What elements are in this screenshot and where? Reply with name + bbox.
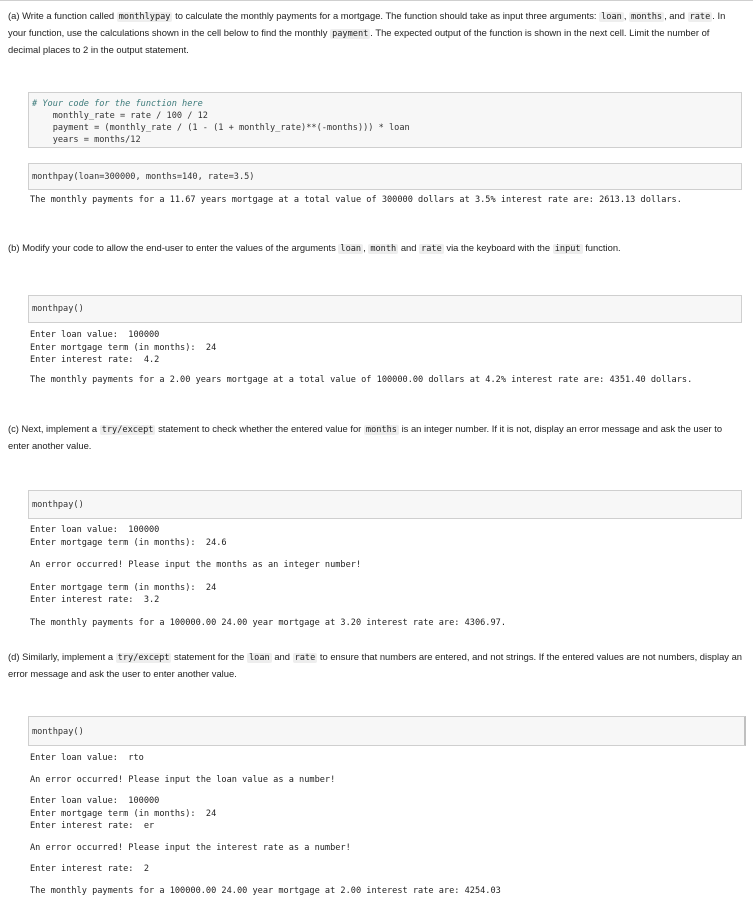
code-cell-function[interactable]: # Your code for the function here monthly_rate = rate / 100 / 12 payment = (monthly_rate / (1 - (1 + monthly_rate)**(-months))) * loan years = months/12 <box>28 92 742 148</box>
code-cell-call-1[interactable]: monthpay(loan=300000, months=140, rate=3.5) <box>28 163 742 190</box>
code-cell-call-3[interactable]: monthpay() <box>28 490 742 519</box>
code-cell-call-4[interactable]: monthpay() <box>28 716 746 746</box>
section-c-text: (c) Next, implement a try/except statement to check whether the entered value for months is an integer number. If it is not, display an error message and ask the user to enter another value. <box>8 423 723 451</box>
section-b-text: (b) Modify your code to allow the end-user to enter the values of the arguments loan , month and rate via the keyboard with the input function. <box>8 242 621 254</box>
section-a-text: (a) Write a function called monthlypay to calculate the monthly payments for a mortgage. The function should take as input three arguments: loan , months , and rate . In your function, use the calculations shown in the cell below to find the monthly payment . The expected output of the function is shown in the next cell. Limit the number of decimal places to 2 in the output statement. <box>8 10 726 55</box>
top-border <box>0 0 753 1</box>
section-d-text: (d) Similarly, implement a try/except statement for the loan and rate to ensure that numbers are entered, and not strings. If the entered values are not numbers, display an error message and ask the user to enter another value. <box>8 651 743 679</box>
code-cell-call-2[interactable]: monthpay() <box>28 295 742 323</box>
output-4: Enter loan value: rto An error occurred! Please input the loan value as a number! Enter loan value: 100000 Enter mortgage term (in months): 24 Enter interest rate: er An error occurred! Please input the interest rate as a number! Enter interest rate: 2 The monthly payments for a 100000.00 24.00 year mortgage at 2.00 interest rate are: 4254.03 <box>30 753 501 896</box>
output-2: Enter loan value: 100000 Enter mortgage term (in months): 24 Enter interest rate: 4.2 The monthly payments for a 2.00 years mortgage at a total value of 100000.00 dollars at 4.2% interest rate are: 4351.40 dollars. <box>30 330 693 385</box>
output-1: The monthly payments for a 11.67 years mortgage at a total value of 300000 dollars at 3.5% interest rate are: 2613.13 dollars. <box>30 195 682 205</box>
code-monthlypay: monthlypay <box>118 12 171 22</box>
output-3: Enter loan value: 100000 Enter mortgage term (in months): 24.6 An error occurred! Please input the months as an integer number! Enter mortgage term (in months): 24 Enter interest rate: 3.2 The monthly payments for a 100000.00 24.00 year mortgage at 3.20 interest rate are: 4306.97. <box>30 525 506 628</box>
